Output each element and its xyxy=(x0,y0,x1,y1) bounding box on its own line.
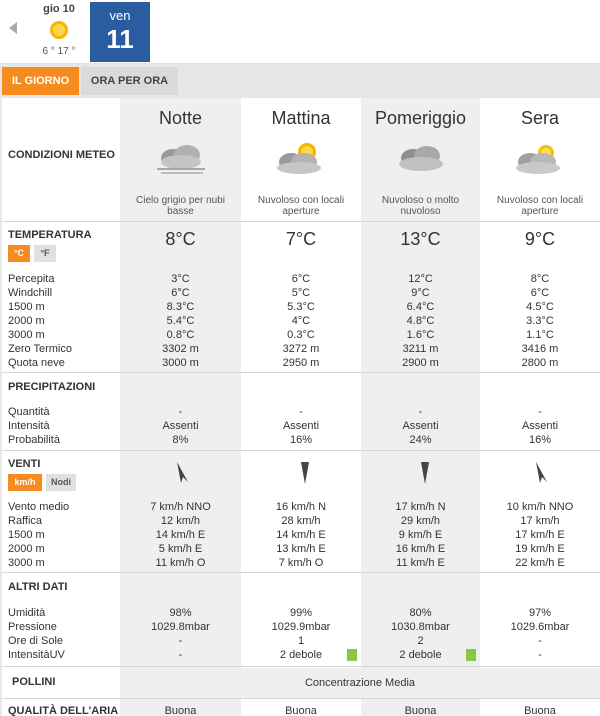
precip-row-quantita: - xyxy=(538,406,542,418)
period-name: Sera xyxy=(520,108,560,128)
period-description: Nuvoloso con locali aperture xyxy=(496,195,584,217)
row-label-windchill: Windchill xyxy=(8,287,53,299)
other-row-uv: - xyxy=(538,649,542,661)
row-label-wind-1500: 1500 m xyxy=(8,529,45,541)
fog-cloud-icon xyxy=(151,140,211,180)
other-row-ore-sole: 1 xyxy=(297,635,305,647)
precip-row-intensita: Assenti xyxy=(282,420,320,432)
section-title-temperature: TEMPERATURA xyxy=(8,229,92,241)
day-current-number: 11 xyxy=(106,24,134,54)
row-label-umidita: Umidità xyxy=(8,607,46,619)
wind-row-2000: 16 km/h E xyxy=(395,543,446,555)
wind-row-3000: 11 km/h O xyxy=(155,557,206,569)
row-label-raffica: Raffica xyxy=(8,515,43,527)
row-label-probabilita: Probabilità xyxy=(8,434,60,446)
day-tab-current[interactable] xyxy=(90,2,150,62)
temp-row-windchill: 6°C xyxy=(171,287,190,299)
temp-row-zero-termico: 3211 m xyxy=(402,343,439,355)
wind-row-1500: 14 km/h E xyxy=(155,529,206,541)
row-label-1500: 1500 m xyxy=(8,301,45,313)
wind-arrow-n-icon xyxy=(295,460,315,486)
wind-row-raffica: 28 km/h xyxy=(281,515,321,527)
sun-cloud-icon xyxy=(39,18,79,44)
temp-row-1500: 6.4°C xyxy=(406,301,435,313)
wind-row-2000: 13 km/h E xyxy=(276,543,326,555)
temp-row-3000: 0.8°C xyxy=(166,329,195,341)
other-row-ore-sole: 2 xyxy=(417,635,424,647)
temp-row-quota-neve: 2900 m xyxy=(402,357,439,369)
divider xyxy=(2,450,600,451)
row-label-3000: 3000 m xyxy=(8,329,45,341)
other-row-umidita: 97% xyxy=(528,607,552,619)
row-label-uv: IntensitàUV xyxy=(8,649,65,661)
temp-row-3000: 1.6°C xyxy=(406,329,435,341)
wind-row-3000: 22 km/h E xyxy=(515,557,565,569)
temp-row-zero-termico: 3416 m xyxy=(521,343,559,355)
period-temperature: 7°C xyxy=(285,229,317,249)
precip-row-quantita: - xyxy=(418,406,423,418)
divider xyxy=(2,698,600,699)
divider xyxy=(2,572,600,573)
temp-row-2000: 4.8°C xyxy=(406,315,435,327)
temp-row-quota-neve: 3000 m xyxy=(162,357,199,369)
temp-row-2000: 3.3°C xyxy=(526,315,554,327)
other-row-umidita: 99% xyxy=(289,607,313,619)
temp-row-3000: 1.1°C xyxy=(526,329,554,341)
pollen-value: Concentrazione Media xyxy=(304,677,416,689)
unit-kmh-button[interactable]: km/h xyxy=(8,474,42,491)
row-label-quota-neve: Quota neve xyxy=(8,357,65,369)
precip-row-intensita: Assenti xyxy=(521,420,559,432)
wind-row-raffica: 17 km/h xyxy=(520,515,560,527)
cloud-sun-icon xyxy=(271,140,331,180)
temp-row-zero-termico: 3302 m xyxy=(162,343,199,355)
tab-ora-per-ora[interactable]: ORA PER ORA xyxy=(81,67,178,95)
cloud-sun-icon xyxy=(510,140,570,180)
other-row-uv: 2 debole xyxy=(399,649,442,661)
wind-arrow-n-icon xyxy=(415,460,435,486)
other-row-pressione: 1030.8mbar xyxy=(391,621,450,633)
temp-row-3000: 0.3°C xyxy=(287,329,315,341)
wind-row-3000: 7 km/h O xyxy=(278,557,324,569)
other-row-ore-sole: - xyxy=(178,635,183,647)
day-tab-previous[interactable] xyxy=(34,2,84,62)
unit-celsius-button[interactable]: °C xyxy=(8,245,30,262)
period-column-notte xyxy=(120,98,241,716)
other-row-uv: - xyxy=(178,649,183,661)
section-title-wind: VENTI xyxy=(8,458,41,470)
air-quality-value: Buona xyxy=(404,705,437,716)
wind-row-medio: 7 km/h NNO xyxy=(150,501,211,513)
other-row-uv: 2 debole xyxy=(279,649,323,661)
temp-row-percepita: 3°C xyxy=(171,273,190,285)
period-column-sera xyxy=(480,98,600,716)
period-name: Mattina xyxy=(271,108,331,128)
wind-row-medio: 10 km/h NNO xyxy=(506,501,574,513)
wind-arrow-nno-icon xyxy=(532,460,552,486)
uv-indicator xyxy=(466,649,476,661)
period-temperature: 9°C xyxy=(524,229,556,249)
precip-row-intensita: Assenti xyxy=(162,420,199,432)
day-selector xyxy=(0,0,600,64)
day-prev-temps: 6 ° 17 ° xyxy=(42,46,76,57)
temp-row-percepita: 6°C xyxy=(291,273,311,285)
wind-row-2000: 19 km/h E xyxy=(515,543,565,555)
view-tabs xyxy=(0,64,600,98)
precip-row-quantita: - xyxy=(299,406,303,418)
unit-fahrenheit-button[interactable]: °F xyxy=(34,245,56,262)
label-column xyxy=(2,98,120,716)
period-column-pomeriggio xyxy=(361,98,480,716)
row-label-vento-medio: Vento medio xyxy=(8,501,70,513)
period-name: Pomeriggio xyxy=(374,108,467,128)
clouds-icon xyxy=(391,140,451,180)
row-label-intensita: Intensità xyxy=(8,420,50,432)
row-label-2000: 2000 m xyxy=(8,315,45,327)
uv-indicator xyxy=(347,649,357,661)
section-title-other: ALTRI DATI xyxy=(8,581,68,593)
other-row-pressione: 1029.6mbar xyxy=(510,621,570,633)
other-row-pressione: 1029.8mbar xyxy=(151,621,210,633)
divider xyxy=(2,372,600,373)
period-temperature: 13°C xyxy=(400,229,441,249)
air-quality-value: Buona xyxy=(285,705,317,716)
air-quality-value: Buona xyxy=(164,705,197,716)
row-label-ore-sole: Ore di Sole xyxy=(8,635,64,647)
wind-row-medio: 17 km/h N xyxy=(395,501,446,513)
wind-row-medio: 16 km/h N xyxy=(275,501,327,513)
section-title-precip: PRECIPITAZIONI xyxy=(8,381,96,393)
period-column-mattina xyxy=(241,98,361,716)
wind-row-raffica: 12 km/h xyxy=(160,515,201,527)
period-description: Nuvoloso o molto nuvoloso xyxy=(381,195,460,217)
temp-row-1500: 5.3°C xyxy=(287,301,315,313)
temp-row-2000: 5.4°C xyxy=(166,315,195,327)
wind-row-1500: 9 km/h E xyxy=(398,529,443,541)
period-description: Cielo grigio per nubi basse xyxy=(136,195,225,217)
previous-days-arrow-icon[interactable] xyxy=(9,22,17,34)
wind-arrow-nno-icon xyxy=(173,460,193,486)
tab-il-giorno[interactable]: IL GIORNO xyxy=(2,67,79,95)
other-row-pressione: 1029.9mbar xyxy=(271,621,331,633)
temp-row-windchill: 6°C xyxy=(530,287,550,299)
temp-row-quota-neve: 2800 m xyxy=(521,357,559,369)
other-row-umidita: 98% xyxy=(169,607,192,619)
temp-row-windchill: 5°C xyxy=(291,287,311,299)
row-label-zero-termico: Zero Termico xyxy=(8,343,72,355)
precip-row-probabilita: 16% xyxy=(289,434,313,446)
temp-row-percepita: 8°C xyxy=(530,273,550,285)
divider xyxy=(2,221,600,222)
period-name: Notte xyxy=(158,108,203,128)
other-row-ore-sole: - xyxy=(538,635,542,647)
day-current-name: ven xyxy=(109,8,131,23)
row-label-pressione: Pressione xyxy=(8,621,57,633)
temp-row-quota-neve: 2950 m xyxy=(282,357,320,369)
temp-row-percepita: 12°C xyxy=(408,273,433,285)
period-description: Nuvoloso con locali aperture xyxy=(257,195,345,217)
temp-row-1500: 8.3°C xyxy=(166,301,195,313)
section-title-pollen: POLLINI xyxy=(12,676,56,688)
temp-row-2000: 4°C xyxy=(291,315,311,327)
precip-row-probabilita: 24% xyxy=(409,434,432,446)
wind-row-1500: 14 km/h E xyxy=(276,529,326,541)
period-temperature: 8°C xyxy=(165,229,196,249)
wind-row-raffica: 29 km/h xyxy=(400,515,441,527)
row-label-percepita: Percepita xyxy=(8,273,55,285)
row-label-wind-3000: 3000 m xyxy=(8,557,45,569)
other-row-umidita: 80% xyxy=(409,607,432,619)
day-prev-name: gio 10 xyxy=(43,3,75,15)
wind-row-2000: 5 km/h E xyxy=(158,543,203,555)
unit-knots-button[interactable]: Nodi xyxy=(46,474,76,491)
precip-row-probabilita: 8% xyxy=(172,434,189,446)
section-title-air: QUALITÀ DELL'ARIA xyxy=(8,705,119,716)
wind-row-1500: 17 km/h E xyxy=(515,529,565,541)
pollen-band xyxy=(120,668,600,698)
divider xyxy=(2,666,600,667)
temp-row-zero-termico: 3272 m xyxy=(282,343,320,355)
row-label-quantita: Quantità xyxy=(8,406,50,418)
precip-row-intensita: Assenti xyxy=(402,420,439,432)
precip-row-quantita: - xyxy=(178,406,183,418)
row-label-wind-2000: 2000 m xyxy=(8,543,45,555)
wind-row-3000: 11 km/h E xyxy=(396,557,445,569)
temp-row-windchill: 9°C xyxy=(411,287,430,299)
precip-row-probabilita: 16% xyxy=(528,434,552,446)
section-title-conditions: CONDIZIONI METEO xyxy=(8,149,115,161)
temp-row-1500: 4.5°C xyxy=(526,301,554,313)
air-quality-value: Buona xyxy=(524,705,556,716)
forecast-grid xyxy=(0,98,600,716)
